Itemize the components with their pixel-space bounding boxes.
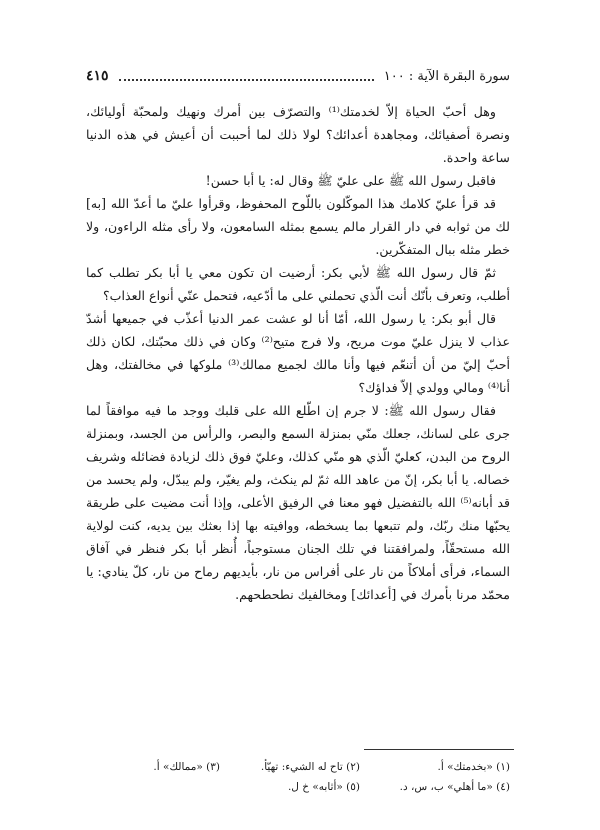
footnote: (١) «بخدمتك» أ.	[437, 761, 510, 773]
paragraph: وهل أحبّ الحياة إلاّ لخدمتك⁽¹⁾ والتصرّف بين أمرك ونهيك ولمحبّة أوليائك، ونصرة أصفيائك، ومجاهدة أعدائك؟ لولا ذلك لما أحببت أن أعيش في هذه الدنيا ساعة واحدة.	[86, 104, 510, 165]
footnote-row	[86, 757, 510, 777]
footnote: (٢) تاح له الشيء: تهيّأ.	[260, 761, 360, 773]
paragraph: فقال رسول الله ﷺ: لا جرم إن اطّلع الله على قلبك ووجد ما فيه موافقاً لما جرى على لسانك، جعلك منّي بمنزلة السمع والبصر، والرأس من الجسد، وبمنزلة الروح من البدن، كعليّ الّذي هو منّي كذلك، وعليّ فوق ذلك لزيادة فضائله وشريف خصاله. يا أبا بكر، إنّ من عاهد الله ثمّ لم ينكث، ولم يغيّر، ولم يبدّل، ولم يحسد من قد أبانه⁽⁵⁾ الله بالتفضيل فهو معنا في الرفيق الأعلى، وإذا أنت مضيت على طريقة يحبّها منك ربّك، ولم تتبعها بما يسخطه، ووافيته بها إذا بعثك بين يديه، كنت لولاية الله مستحقّاً، ولمرافقتنا في تلك الجنان مستوجباً، أُنظر أبا بكر فنظر في آفاق السماء، فرأى أملاكاً من نار على أفراس من نار، بأيديهم رماح من نار، كلّ ينادي: يا محمّد مرنا بأمرك في [أعدائك] ومخالفيك نطحطحهم.	[86, 403, 510, 602]
paragraph: قد قرأ عليّ كلامك هذا الموكّلون باللّوح المحفوظ، وقرأوا عليّ ما أعدّ الله [به] لك من ثوابه في دار القرار مالم يسمع بمثله السامعون، ولا رأى مثله الراءون، ولا خطر مثله ببال المتفكّرين.	[86, 196, 510, 257]
paragraph: ثمّ قال رسول الله ﷺ لأبي بكر: أرضيت ان تكون معي يا أبا بكر تطلب كما أطلب، وتعرف بأنّك أنت الّذي تحملني على ما أدّعيه، فتحمل عنّي أنواع العذاب؟	[86, 265, 510, 303]
main-text	[86, 100, 510, 750]
footnote: (٣) «ممالك» أ.	[153, 761, 220, 773]
footnotes	[86, 757, 510, 797]
footnote: (٤) «ما أهلي» ب، س، د.	[399, 781, 510, 793]
surah-reference: سورة البقرة الآية : ١٠٠	[383, 68, 510, 84]
header-dotted-rule	[119, 71, 374, 81]
footnote-row	[86, 777, 510, 797]
page-number: ٤١٥	[86, 68, 109, 84]
footnote: (٥) «أثابه» خ ل.	[287, 781, 360, 793]
running-header	[86, 66, 510, 86]
paragraph: قال أبو بكر: يا رسول الله، أمّا أنا لو عشت عمر الدنيا أعذّب في جميعها أشدّ عذاب لا ينزل عليّ موت مريح، ولا فرج متيح⁽²⁾ وكان في ذلك محبّتك، لكان ذلك أحبّ إليّ من أن أتنعّم فيها وأنا مالك لجميع ممالك⁽³⁾ ملوكها في مخالفتك، وهل أنا⁽⁴⁾ ومالي وولدي إلاّ فداؤك؟	[86, 311, 510, 395]
footnote-separator	[364, 749, 514, 750]
paragraph: فاقبل رسول الله ﷺ على عليّ ﷺ وقال له: يا أبا حسن!	[205, 173, 496, 188]
